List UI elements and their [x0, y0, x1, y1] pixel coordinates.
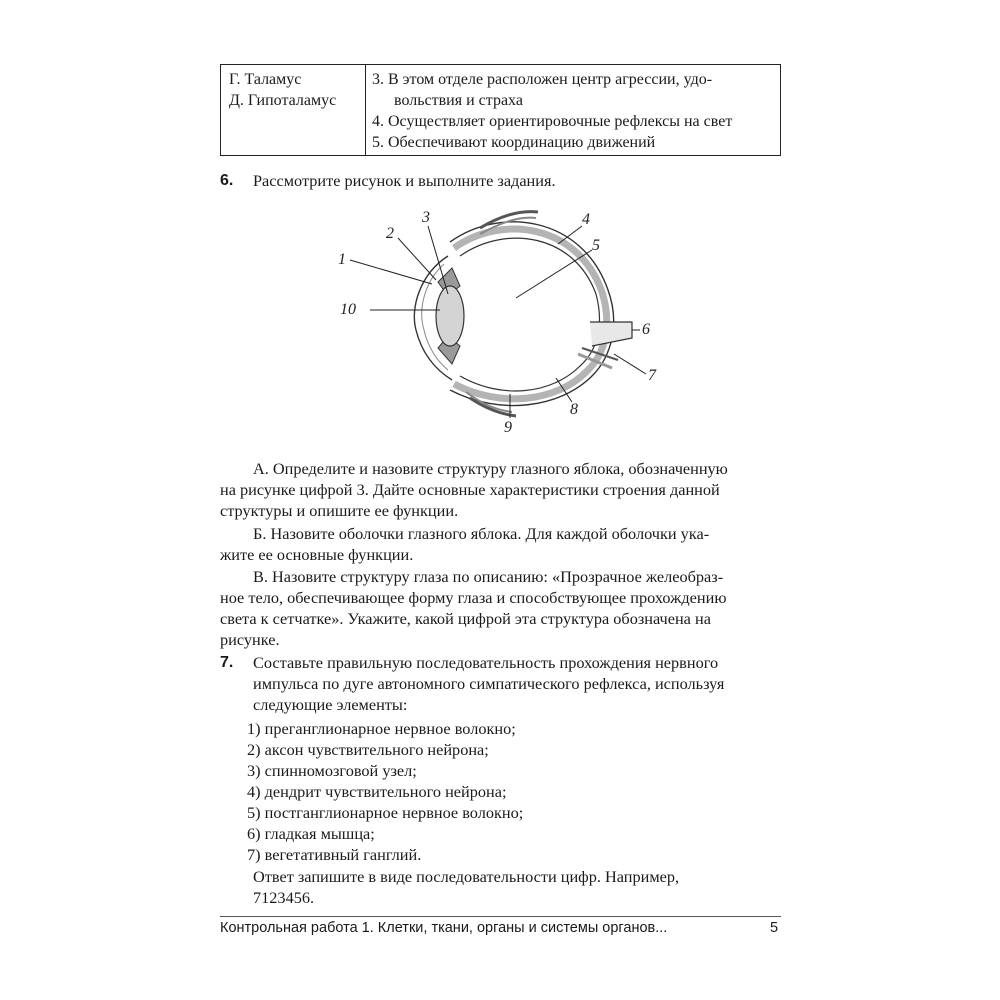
footer-divider [220, 916, 781, 917]
list-item: 6) гладкая мышца; [247, 824, 375, 843]
question-6-number: 6. [220, 172, 234, 189]
eyeball-diagram [320, 198, 680, 438]
figure-label: 9 [504, 419, 512, 436]
task-c-line: ное тело, обеспечивающее форму глаза и способствующее прохождению [220, 588, 727, 607]
list-item: 7) вегетативный ганглий. [247, 845, 422, 864]
page-number: 5 [770, 920, 779, 936]
task-a-line: на рисунке цифрой 3. Дайте основные характеристики строения данной [220, 480, 720, 499]
table-left-column [221, 65, 366, 155]
list-item: 4) дендрит чувствительного нейрона; [247, 782, 507, 801]
figure-label: 8 [570, 401, 578, 418]
table-cell: 4. Осуществляет ориентировочные рефлексы на свет [372, 113, 733, 130]
task-c-line: В. Назовите структуру глаза по описанию: «Прозрачное желеобраз- [253, 567, 724, 586]
task-a-line: А. Определите и назовите структуру глазного яблока, обозначенную [253, 459, 728, 478]
question-7-intro-line: Составьте правильную последовательность прохождения нервного [253, 653, 719, 672]
footer-title: Контрольная работа 1. Клетки, ткани, органы и системы органов... [220, 920, 668, 936]
list-item: 2) аксон чувствительного нейрона; [247, 740, 489, 759]
figure-label: 2 [386, 225, 394, 242]
list-item: 3) спинномозговой узел; [247, 761, 417, 780]
list-item: 5) постганглионарное нервное волокно; [247, 803, 524, 822]
table-cell: Д. Гипоталамус [229, 92, 337, 109]
question-6-intro: Рассмотрите рисунок и выполните задания. [253, 171, 556, 190]
task-b-line: жите ее основные функции. [220, 545, 414, 564]
question-7-intro-line: импульса по дуге автономного симпатического рефлекса, используя [253, 674, 725, 693]
task-b-line: Б. Назовите оболочки глазного яблока. Для каждой оболочки ука- [253, 524, 710, 543]
figure-label: 4 [582, 211, 590, 228]
list-item: 1) преганглионарное нервное волокно; [247, 719, 516, 738]
question-7-number: 7. [220, 654, 234, 671]
task-c-line: рисунке. [220, 630, 280, 649]
figure-label: 1 [338, 251, 346, 268]
task-a-line: структуры и опишите ее функции. [220, 501, 459, 520]
figure-label: 5 [592, 237, 600, 254]
table-cell: 5. Обеспечивают координацию движений [372, 134, 656, 151]
table-cell: Г. Таламус [229, 71, 302, 88]
question-7-intro-line: следующие элементы: [253, 695, 408, 714]
figure-label: 6 [642, 321, 650, 338]
answer-note-line: 7123456. [253, 888, 315, 907]
figure-label: 3 [422, 209, 430, 226]
table-cell: 3. В этом отделе расположен центр агрессии, удо- [372, 71, 713, 88]
table-right-column [366, 65, 780, 155]
figure-label: 10 [340, 301, 356, 318]
table-cell: вольствия и страха [394, 92, 523, 109]
figure-label: 7 [648, 367, 656, 384]
brain-functions-table [220, 64, 781, 156]
answer-note-line: Ответ запишите в виде последовательности цифр. Например, [253, 867, 680, 886]
task-c-line: света к сетчатке». Укажите, какой цифрой эта структура обозначена на [220, 609, 711, 628]
